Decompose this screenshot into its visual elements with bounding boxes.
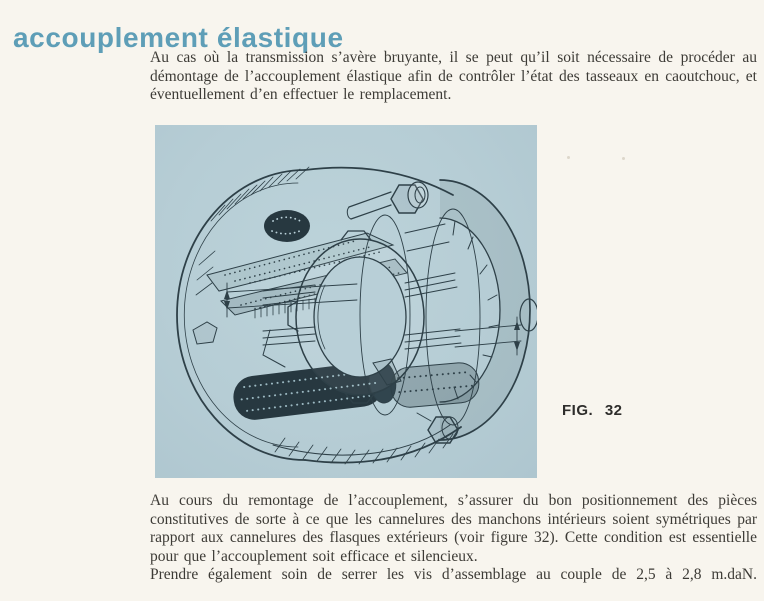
figure-caption: FIG. 32 — [562, 402, 623, 419]
coupling-illustration — [155, 125, 537, 478]
page-title: accouplement élastique — [13, 21, 344, 53]
reassembly-paragraph: Au cours du remontage de l’accouplement, s’assurer du bon positionnement des pièces constitutives de sorte à ce que les cannelures des manchons intérieurs soient symétriques par rapport aux cannelures des flasques extérieurs (voir figure 32). Cette condition est essentielle pour que l’accouplement soit efficace et silencieux. — [150, 492, 757, 565]
scan-speck — [622, 157, 625, 160]
intro-paragraph: Au cas où la transmission s’avère bruyante, il se peut qu’il soit nécessaire de procéder au démontage de l’accouplement élastique afin de contrôler l’état des tasseaux en caoutchouc, et éventuellement d’en effectuer le remplacement. — [150, 49, 757, 103]
figure-32 — [155, 125, 537, 478]
torque-paragraph: Prendre également soin de serrer les vis d’assemblage au couple de 2,5 à 2,8 m.daN. — [150, 566, 757, 583]
scan-speck — [567, 156, 570, 159]
